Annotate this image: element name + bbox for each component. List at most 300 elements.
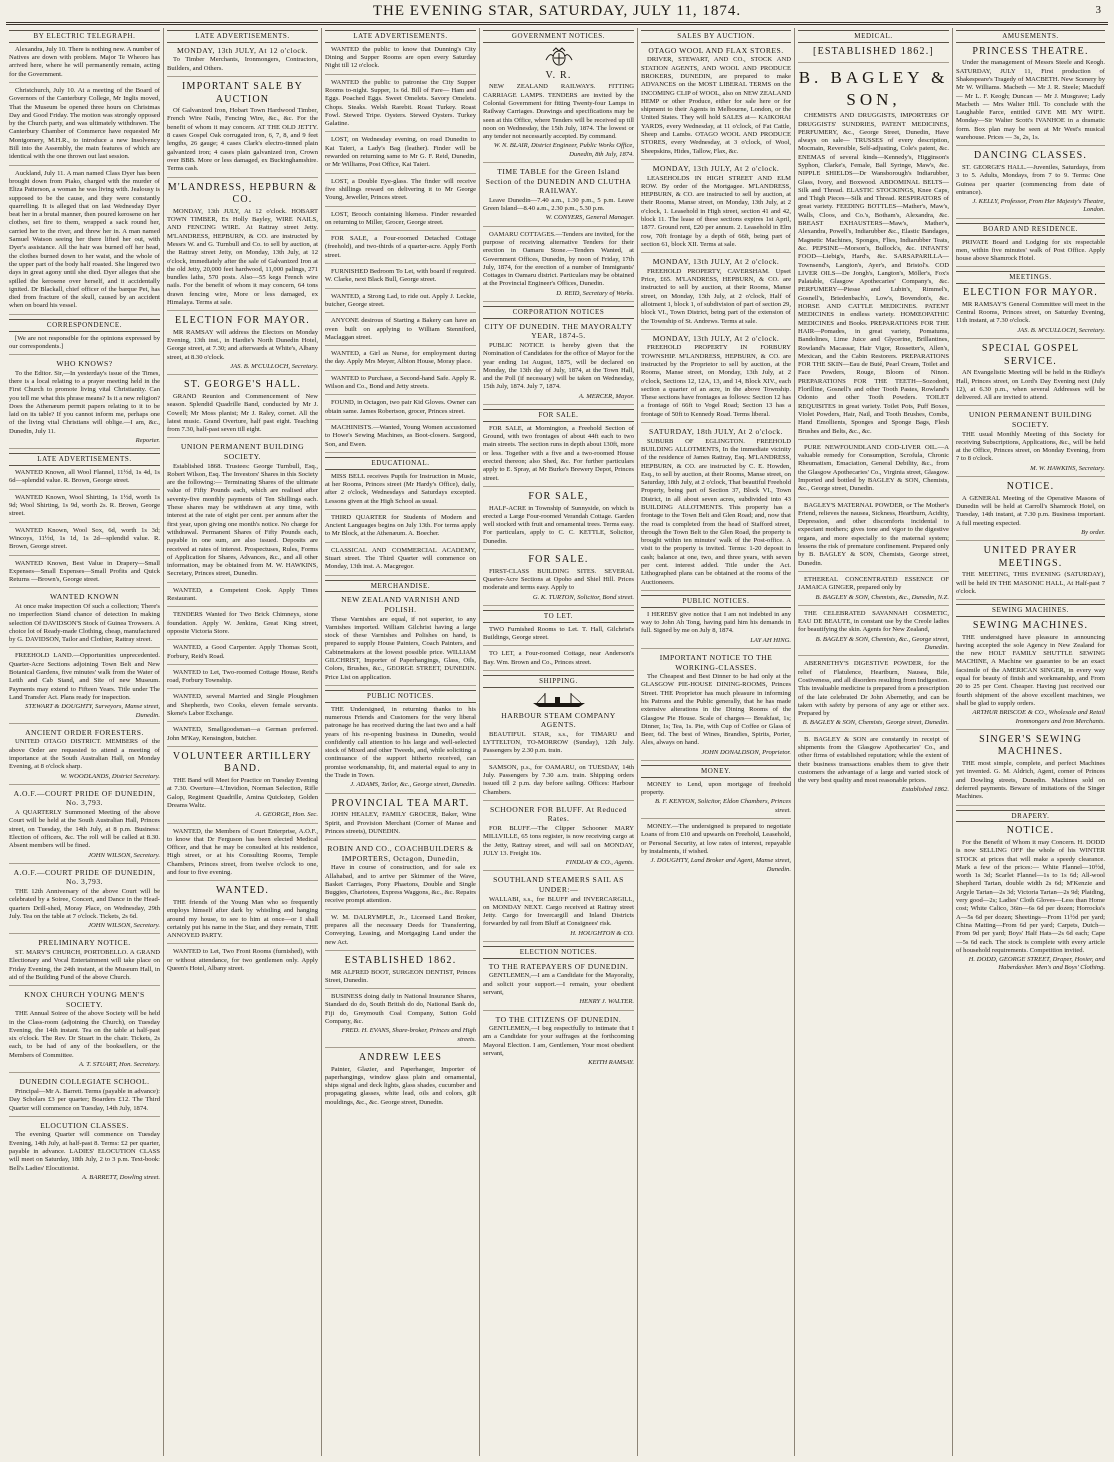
section-heading-government-notices: GOVERNMENT NOTICES. xyxy=(483,30,634,43)
page-number: 3 xyxy=(1095,4,1102,16)
ad-title: PROVINCIAL TEA MART. xyxy=(331,797,470,809)
ad-body: WANTED, a Good Carpenter. Apply Thomas Scott, Forbury, Reid's Road. xyxy=(167,644,318,660)
section-heading-election-notices: ELECTION NOTICES. xyxy=(483,946,634,959)
column-2 xyxy=(163,28,321,1456)
ad-signature: JAS. B. M'CULLOCH, Secretary. xyxy=(1017,326,1105,334)
advertisement xyxy=(167,379,318,438)
advertisement xyxy=(9,527,160,556)
ad-signature: HENRY J. WALTER. xyxy=(579,998,634,1006)
column-3 xyxy=(321,28,479,1456)
ad-title: NOTICE. xyxy=(1006,825,1055,837)
advertisement xyxy=(641,334,791,423)
section-heading-public-notices: PUBLIC NOTICES. xyxy=(641,595,791,608)
ad-signature: LAY AH HING. xyxy=(750,636,791,644)
section-heading-board-and-residence: BOARD AND RESIDENCE. xyxy=(956,223,1105,236)
advertisement xyxy=(167,885,318,944)
ad-body: THE usual Monthly Meeting of this Society for receiving Subscriptions, Applications, &c., will be held at the Office, Princes street, on Monday Evening, from 7 to 8 o'clock. xyxy=(956,430,1105,463)
advertisement xyxy=(9,728,160,785)
ad-body: ST. GEORGE'S HALL.—Juveniles, Saturdays, from 3 to 5. Adults, Mondays, from 7 to 9. Terms: One Guinea per quarter (commencing from date of entrance). xyxy=(956,163,1105,196)
ad-title: HARBOUR STEAM COMPANY AGENTS. xyxy=(501,710,616,730)
ad-title: SATURDAY, 18th JULY, At 2 o'clock. xyxy=(649,427,783,437)
ad-body: WANTED to Let, Two-roomed Cottage House, Reid's road, Forbury Township. xyxy=(167,668,318,685)
ad-title: IMPORTANT NOTICE TO THE WORKING-CLASSES. xyxy=(659,652,773,672)
ad-body: Christchurch, July 10. At a meeting of the Board of Governors of the Canterbury College, Mr Inglis moved, That the Museum be opened three hours on Christmas Day and Good Friday. The motion was strongly opposed by the Church party, and was ultimately withdrawn. The Canterbury Chamber of Commerce have requested Mr Montgomery, M.H.R., to introduce a new Insolvency Bill into the Assembly, the main features of which are identical with the one thrown out last session. xyxy=(9,87,160,161)
advertisement xyxy=(325,798,476,840)
advertisement xyxy=(956,239,1105,268)
ad-body: To the Editor. Sir,—In yesterday's issue of the Times, there is a local relating to a prayer meeting held in the First Church to promote living vital Christianity. Can you tell me what this phrase means? Is it a new religion? Does the Athenæum permit papers relating to it to be laid on its table? If you cannot inform me, perhaps one of the living vital Christians will oblige.—I am, &c., Dunedin, July 11. xyxy=(9,369,160,435)
column-5 xyxy=(637,28,794,1456)
ad-title: ELECTION FOR MAYOR. xyxy=(963,287,1098,299)
ad-body: THE most simple, complete, and perfect Machines yet invented. G. M. Aldrich, Agent, corner of Princes and Dowling streets, Dunedin. Machines sold on deferred payments. Beware of imitations of the Singer Machines. xyxy=(956,760,1105,801)
ad-title: SPECIAL GOSPEL SERVICE. xyxy=(981,343,1080,367)
ad-title: M'LANDRESS, HEPBURN & CO. xyxy=(167,181,318,206)
section-heading-to-let: TO LET. xyxy=(483,610,634,623)
ad-body: CLASSICAL AND COMMERCIAL ACADEMY, Stuart street. The Third Quarter will commence on Monday, 13th inst. A. Macgregor. xyxy=(325,546,476,571)
column-6 xyxy=(794,28,952,1456)
ad-body: FREEHOLD LAND.—Opportunities unprecedented. Quarter-Acre Sections adjoining Town Belt and New Botanical Gardens, five minutes' walk from the Water of Leith and Cab Stand, and Site of new Museum. Payments may extend to Fifteen Years. Title under The Land Transfer Act. Plans ready for inspection. xyxy=(9,652,160,701)
ad-title: A.O.F.—COURT PRIDE OF DUNEDIN, No. 3,793. xyxy=(13,788,156,808)
section-heading-drapery: DRAPERY. xyxy=(956,810,1105,823)
ad-title: KNOX CHURCH YOUNG MEN'S SOCIETY. xyxy=(24,990,145,1009)
ad-title: NOTICE. xyxy=(1006,481,1055,493)
masthead-rule xyxy=(6,22,1108,25)
advertisement xyxy=(325,136,476,173)
ad-title: MONDAY, 13th JULY, At 2 o'clock. xyxy=(652,257,780,267)
ad-title: NEW ZEALAND VARNISH AND POLISH. xyxy=(341,595,460,614)
advertisement xyxy=(641,611,791,649)
ad-body: MISS BELL receives Pupils for Instruction in Music, at her Rooms, Princes street (Mr Hardy's Office), daily, after 2 o'clock, Wednesdays and Saturdays excepted. Lessons given at the High School as usual. xyxy=(325,472,476,505)
section-heading-educational: EDUCATIONAL. xyxy=(325,457,476,470)
ad-signature: B. F. KENYON, Solicitor, Eldon Chambers, Princes street. xyxy=(655,798,791,814)
ad-signature: D. REID, Secretary of Works. xyxy=(556,289,634,297)
advertisement xyxy=(483,805,634,872)
section-heading-late-advertisements: LATE ADVERTISEMENTS. xyxy=(9,453,160,466)
ad-body: MONEY to Lend, upon mortgage of freehold property. xyxy=(641,780,791,797)
advertisement xyxy=(956,734,1105,806)
ad-title: ELOCUTION CLASSES. xyxy=(40,1120,129,1130)
ad-title: FOR SALE. xyxy=(528,554,589,566)
advertisement xyxy=(483,650,634,671)
ad-signature: JOHN WILSON, Secretary. xyxy=(88,922,160,930)
ad-body: A QUARTERLY Summoned Meeting of the above Court will be held at the South Australian Hall, Princes street, on Tuesday, the 14th July, at 8 p.m. Business: Election of officers, &c. The roll will be called at 8.30. Absent members will be fined. xyxy=(9,809,160,850)
section-heading-for-sale: FOR SALE. xyxy=(483,409,634,422)
ad-title: FOR SALE, xyxy=(528,490,589,502)
ad-body: GENTLEMEN,—I am a Candidate for the Mayoralty, and solicit your support.—I remain, your obedient servant, xyxy=(483,972,634,996)
ad-signature: H. DODD, GEORGE STREET, Draper, Hosier, and Haberdasher. Men's and Boys' Clothing. xyxy=(968,956,1105,972)
ad-body: THIRD QUARTER for Students of Modern and Ancient Languages begins on July 13th. For terms apply to Mr Block, at the Athenæum. A. Boecher. xyxy=(325,513,476,538)
advertisement xyxy=(9,990,160,1073)
ad-body: THE Undersigned, in returning thanks to his numerous Friends and Customers for the very liberal patronage he has received during the last two and a half years of his re-opening business in Dunedin, would confidently call attention to his large and well-selected stock of Mixed and other Tweeds, and, while soliciting a continuance of the support hitherto received, can promise workmanship, fit, and material equal to any in the Trade in Town. xyxy=(325,705,476,780)
ad-body: Have in course of construction, and for sale ex Allahabad, and to arrive per Skimmer of the Wave, Basket Carriages, Pony Phaetons, Double and Single Buggies, Chariotees, Express Waggons, &c., &c. Repairs receive prompt attention. xyxy=(325,864,476,905)
ad-body: BAGLEY'S MATERNAL POWDER, or The Mother's Friend, relieves the nausea, Sickness, Heartburn, Acidity, Depression, and other discomforts incidental to expectant mothers; gives tone and vigor to the digestive organs, and more especially to the maternal system; lessens the risk of premature confinement. Prepared only by B. BAGLEY & SON, Chemists, George street, Dunedin. xyxy=(798,501,949,567)
ad-body: THE undersigned have pleasure in announcing having accepted the sole Agency in New Zealand for the new HOLT FAMILY SHUTTLE SEWING MACHINE, A Machine we guarantee to be an exact facsimile of the AMERICAN SINGER, in every way equal for beauty of finish and workmanship, and From 20 to 25 per Cent. Cheaper. Having just received our fourth shipment of the above excellent machines, we shall be glad to supply orders. xyxy=(956,633,1105,707)
advertisement xyxy=(9,494,160,523)
advertisement xyxy=(483,491,634,550)
ad-body: WANTED, a Competent Cook. Apply Times Restaurant. xyxy=(167,586,318,603)
section-heading-late-advertisements: LATE ADVERTISEMENTS. xyxy=(167,30,318,43)
ad-body: B. BAGLEY & SON are constantly in receipt of shipments from the Glasgow Apothecaries' Co., and other firms of established reputation; while the extent of their business transactions enables them to give their customers the advantage of a large and varied stock of the very best quality and most reasonable prices. xyxy=(798,735,949,785)
advertisement xyxy=(641,427,791,591)
advertisement xyxy=(325,317,476,346)
ad-title: CITY OF DUNEDIN. THE MAYORALTY YEAR, 1874-5. xyxy=(484,321,633,341)
ad-signature: STEWART & DOUGHTY, Surveyors, Manse street, Dunedin. xyxy=(25,703,160,719)
ad-body: THE Annual Soiree of the above Society will be held in the Class-room (adjoining the Church), on Tuesday Evening, the 14th instant. Tea on the table at half-past six o'clock. The Rev. Dr Stuart in the chair. Tickets, 2s each, to be had of any of the booksellers, or the Members of Committee. xyxy=(9,1010,160,1059)
ad-body: TO LET, a Four-roomed Cottage, near Anderson's Bay. Wm. Brown and Co., Princes street. xyxy=(483,650,634,666)
ad-body: THE Band will Meet for Practice on Tuesday Evening at 7.30. Overture—L'Invidion, Norman Selection, Rifle Galop, Regiment Quadrille, Amina Quickstep, Golden Dreams Waltz. xyxy=(167,777,318,809)
advertisement xyxy=(956,545,1105,600)
ad-title: SOUTHLAND STEAMERS SAIL AS UNDER:— xyxy=(493,875,624,894)
ad-body: WANTED, Smallgoodsman—a German preferred. John M'Kay, Kensington, butcher. xyxy=(167,726,318,742)
advertisement xyxy=(956,481,1105,541)
ad-signature: G. K. TURTON, Solicitor, Bond street. xyxy=(532,593,634,601)
ad-title: TIME TABLE for the Green Island Section of the DUNEDIN AND CLUTHA RAILWAY. xyxy=(485,167,632,196)
ad-body: FOUND, in Octagon, two pair Kid Gloves. Owner can obtain same. James Robertson, grocer, Princes street. xyxy=(325,399,476,415)
ad-title: DANCING CLASSES. xyxy=(973,150,1088,162)
section-heading-meetings: MEETINGS. xyxy=(956,271,1105,284)
ad-body: NEW ZEALAND RAILWAYS. FITTING CARRIAGE LAMPS. TENDERS are invited by the Colonial Government for fitting Twenty-four Lamps in Railway Carriages. Drawings and specifications may be seen at this Office, where Tenders will be received up till noon on Wednesday, the 15th July, 1874. The lowest or any tender not necessarily accepted. By command. xyxy=(483,83,634,141)
ad-body: These Varnishes are equal, if not superior, to any Varnishes imported. William Gilchrist having a large stock of these Varnishes and Polishes on hand, is prepared to supply House Painters, Coach Painters, and Cabinetmakers at the lowest possible price. WILLIAM GILCHRIST, Importer of Paperhangings, Glass, Oils, Colors, Brushes, &c., GEORGE STREET, DUNEDIN. Price List on application. xyxy=(325,615,476,681)
ad-title: ROBIN AND CO., COACHBUILDERS & IMPORTERS, Octagon, Dunedin, xyxy=(327,844,474,863)
advertisement xyxy=(956,46,1105,147)
advertisement xyxy=(325,268,476,289)
ad-body: WANTED to Let, Two Front Rooms (furnished), with or without attendance, for two gentlemen only. Apply Queen's Hotel, Albany street. xyxy=(167,948,318,972)
ad-title: SCHOONER FOR BLUFF. At Reduced Rates. xyxy=(490,804,627,824)
ad-body: ST. MARY'S CHURCH, PORTOBELLO. A GRAND Electionary and Vocal Entertainment will take place on Friday Evening, the 24th instant, at the Museum Hall, in aid of the Building Fund of the above Church. xyxy=(9,948,160,981)
ad-body: UNITED OTAGO DISTRICT. MEMBERS of the above Order are requested to attend a meeting of importance at the South Australian Hall, on Monday Evening, at 8 o'clock sharp. xyxy=(9,738,160,771)
advertisement xyxy=(9,789,160,864)
ad-title: A.O.F.—COURT PRIDE OF DUNEDIN, No. 3,793. xyxy=(13,867,156,887)
advertisement xyxy=(641,257,791,330)
advertisement xyxy=(9,1077,160,1116)
ad-signature: Reporter. xyxy=(135,437,160,445)
advertisement xyxy=(325,595,476,686)
ad-signature: JOHN DONALDSON, Proprietor. xyxy=(701,748,791,756)
ad-body: THE 12th Anniversary of the above Court will be celebrated by a Soiree, Concert, and Dance in the Head-quarters Drill-shed, Moray Place, on Wednesday, 29th July. Tea on the table at 7 o'clock. Tickets, 2s 6d. xyxy=(9,887,160,920)
ad-signature: H. HOUGHTON & CO. xyxy=(570,929,634,937)
section-heading-medical: MEDICAL. xyxy=(798,30,949,43)
advertisement xyxy=(167,948,318,976)
advertisement xyxy=(798,660,949,731)
ad-body: HALF-ACRE in Township of Sunnyside, on which is erected a Large Four-roomed Verandah Cottage. Garden well stocked with fruit and ornamental trees. Terms easy. For particulars, apply to C. C. KETTLE, Solicitor, Dunedin. xyxy=(483,504,634,545)
ad-signature: J. DOUGHTY, Land Broker and Agent, Manse street, Dunedin. xyxy=(650,857,791,873)
royal-crest-icon xyxy=(483,46,634,68)
ad-signature: A. T. STUART, Hon. Secretary. xyxy=(78,1061,160,1069)
ad-body: SUBURB OF EGLINGTON. FREEHOLD BUILDING ALLOTMENTS, In the immediate vicinity of the residence of James Rattray, Esq. M'LANDRESS, HEPBURN, & CO. are instructed by C. E. Howden, Esq., to sell by auction, at their Rooms, Manse street, on Saturday, 18th July, at 2 o'clock, That beautiful Freehold Property, being part of Section 37, Block VI., Town District, in all about seven acres, subdivided into 43 BUILDING ALLOTMENTS. This property has a frontage to the Town Belt and Glen Road; and, now that the road is completed from the head of Stafford street, through the Town Belt to the Glen Road, the property is brought within ten minutes' walk of the Post-office. A visit to the property is invited. Terms: 1-20 deposit in cash; balance at one, two, and three years, with seven per cent. interest added. Title under the Act. Lithographed plans can be obtained at the rooms of the Auctioneers. xyxy=(641,437,791,586)
ad-body: A GENERAL Meeting of the Operative Masons of Dunedin will be held at Carroll's Shamrock Hotel, on Tuesday, 14th instant, at 7.30 p.m. Business important. A full meeting expected. xyxy=(956,494,1105,527)
ad-body: LOST, on Wednesday evening, on road Dunedin to Kai Taieri, a Lady's Bag (leather). Finder will be rewarded on returning same to Mr G. F. Reid, Dunedin, or Mr Williams, Post Office, Kai Taieri. xyxy=(325,136,476,169)
advertisement xyxy=(167,182,318,312)
advertisement xyxy=(483,425,634,487)
ad-body: ABERNETHY'S DIGESTIVE POWDER, for the relief of Flatulence, Heartburn, Nausea, Bile, Costiveness, and all disorders resulting from Indigestion. This invaluable medicine is prepared from a prescription of the late celebrated Dr John Abernethy, and can be taken with safety by persons of any age or either sex. Prepared by xyxy=(798,660,949,718)
ad-title: ESTABLISHED 1862. xyxy=(344,954,457,966)
column-1 xyxy=(6,28,163,1456)
advertisement xyxy=(325,79,476,133)
advertisement xyxy=(641,781,791,819)
advertisement xyxy=(9,335,160,356)
ad-body: W. M. DALRYMPLE, Jr., Licensed Land Broker, prepares all the necessary Deeds for Transferring, Conveying, Leasing, and Mortgaging Land under the new Act. xyxy=(325,913,476,946)
ad-signature: J. ADAMS, Tailor, &c., George street, Dunedin. xyxy=(350,781,476,789)
advertisement xyxy=(167,587,318,608)
ad-title: OTAGO WOOL AND FLAX STORES. xyxy=(648,45,784,55)
advertisement xyxy=(798,67,949,439)
ad-title: TO THE CITIZENS OF DUNEDIN. xyxy=(495,1014,622,1024)
ad-body: At once make inspection Of such a collection; There's no imperfection Stand chance of detection In making selection Of DAVIDSON'S Stock of Guinea Trowsers. A choice lot of Ready-made Clothing, cheap, manufactured by G. DAVIDSON, Tailor and Clothier, Rattray street. xyxy=(9,603,160,644)
ad-title: MONDAY, 13th JULY, At 2 o'clock. xyxy=(652,163,780,173)
ad-title: SINGER'S SEWING MACHINES. xyxy=(979,733,1082,758)
ad-body: MONEY.—The undersigned is prepared to negotiate Loans of from £10 and upwards on Freehold, Leasehold, or Personal Security, at low rates of interest, repayable by instalments, if wished. xyxy=(641,823,791,855)
ad-body: MONDAY, 13th JULY, At 12 o'clock. HOBART TOWN TIMBER, Ex Holly Bayley, WIRE NAILS, AND FENCING WIRE. At Rattray street Jetty. M'LANDRESS, HEPBURN, & CO. are instructed by Messrs W. and G. Turnbull and Co. to sell by auction, at the Rattray street Jetty, on Monday, 13th July, at 12 o'clock, immediately after the sale of Galvanized Iron at the old Jetty, 20,000 feet hardwood, 11,000 palings, 271 bundles laths, 570 posts. Also—55 kegs French wire nails. For the benefit of whom it may concern, 64 tons drawn fencing wire, More or less damaged, ex Himalaya. Terms at sale. xyxy=(167,207,318,306)
ad-title: [ESTABLISHED 1862.] xyxy=(813,45,934,57)
ad-title: ST. GEORGE'S HALL. xyxy=(183,379,302,391)
ad-body: LEASEHOLDS IN HIGH STREET AND ELM ROW. By order of the Mortgagee. M'LANDRESS, HEPBURN, & CO. are instructed to sell by auction, at their Rooms, Manse street, on Monday, 13th July, at 2 o'clock, 1. Leasehold in High street, section 41 and 42, block 11. The lease of these sections expires 1st April, 1877. Ground rent, £20 per annum. 2. Leasehold in Elm row, 70ft frontage by a depth of 66ft, being part of section 61, block XII. Terms at sale. xyxy=(641,174,791,248)
ad-body: Established 1868. Trustees: George Turnbull, Esq., Robert Wilson, Esq. The Investors' Shares in this Society are the following:— Terminating Shares of the ultimate value of Fifty Pounds each, which are realised after seventy-five monthly payments of Ten Shillings each. These shares may be withdrawn at any time, with interest at the rate of eight per cent. per annum after the first year, upon giving one month's notice. No charge for withdrawal. Permanent Shares of Fifty Pounds each, payable in one sum, are also issued. Deposits are received at rates of interest. Prospectuses, Rules, Forms of Application for Shares, Advances, &c., and all other information, may be obtained from M. W. HAWKINS, Secretary, Princes street, Dunedin. xyxy=(167,462,318,578)
ad-signature: ARTHUR BRISCOE & CO., Wholesale and Retail Ironmongers and Iron Merchants. xyxy=(972,709,1105,725)
advertisement xyxy=(483,626,634,647)
advertisement xyxy=(641,823,791,877)
advertisement xyxy=(325,844,476,910)
ad-signature: B. BAGLEY & SON, Chemists, &c., George street, Dunedin. xyxy=(815,635,949,652)
ad-signature: B. BAGLEY & SON, Chemists, &c., Dunedin, N.Z. xyxy=(815,593,949,601)
ad-body: WANTED the public to know that Dunning's City Dining and Supper Rooms are open every Saturday Night till 12 o'clock. xyxy=(325,45,476,70)
ad-title: B. BAGLEY & SON, xyxy=(798,68,949,109)
advertisement xyxy=(325,178,476,207)
ad-signature: A. BARRETT, Dowling street. xyxy=(81,1173,160,1181)
advertisement xyxy=(483,322,634,405)
ad-body: Alexandra, July 10. There is nothing new. A number of Natives are down with problem. Major Te Wheoro has arrived here, where he will permanently remain, acting for the Government. xyxy=(9,45,160,78)
advertisement xyxy=(641,653,791,761)
ad-body: TENDERS Wanted for Two Brick Chimneys, stone foundation. Apply W. Jenkins, Great King street, opposite Victoria Store. xyxy=(167,611,318,635)
ad-signature: W. CONYERS, General Manager. xyxy=(545,214,634,222)
section-heading-money: MONEY. xyxy=(641,765,791,778)
advertisement xyxy=(325,547,476,576)
ad-title: PRINCESS THEATRE. xyxy=(972,45,1089,57)
advertisement xyxy=(9,592,160,648)
ad-body: WANTED, a Girl as Nurse, for employment during the day. Apply Mrs Meyer, Albion House, Moray place. xyxy=(325,350,476,366)
ad-body: Under the management of Messrs Steele and Keogh. SATURDAY, JULY 11, First production of Shakespeare's Tragedy of MACBETH. New Scenery by Mr W. Williams. Macbeth — Mr J. R. Steele; Macduff — Mr L. F. Keogh; Duncan — Mr J. Musgrave; Lady Macbeth — Mrs Walter Hill. To conclude with the Laughable Farce, entitled GIVE ME MY WIFE. Monday—Sir Walter Scott's IVANHOE in a dramatic form. Box plan may be seen at Mr West's musical warehouse. Prices — 3s, 2s, 1s. xyxy=(956,59,1105,142)
ad-body: LOST, a Double Eye-glass. The finder will receive five shillings reward on delivering it to Mr George Young, Jeweller, Princes street. xyxy=(325,177,476,202)
ad-signature: By order. xyxy=(1081,528,1105,536)
ad-body: JOHN HEALEY, FAMILY GROCER, Baker, Wine Spirit, and Provision Merchant (Corner of Manse and Princes streets), DUNEDIN. xyxy=(325,811,476,835)
ad-body: FOR SALE, a Four-roomed Detached Cottage (freehold), and two-thirds of a quarter-acre. Apply Forth street. xyxy=(325,235,476,259)
advertisement xyxy=(325,375,476,396)
ad-body: PURE NEWFOUNDLAND COD-LIVER OIL.—A valuable remedy for Consumption, Scrofula, Chronic Rheumatism, Emaciation, General Debility, &c., from the Glasgow Apothecaries' Co., Virginia street, Glasgow. Imported and bottled by BAGLEY & SON, Chemists, &c., George street, Dunedin. xyxy=(798,443,949,493)
ad-body: TWO Furnished Rooms to Let. T. Hall, Gilchrist's Buildings, George street. xyxy=(483,625,634,641)
section-heading-by-electric-telegraph: BY ELECTRIC TELEGRAPH. xyxy=(9,30,160,43)
ad-title: ELECTION FOR MAYOR. xyxy=(175,315,310,327)
ad-title: MONDAY, 13th JULY, At 2 o'clock. xyxy=(652,333,780,343)
advertisement xyxy=(483,554,634,606)
advertisement xyxy=(167,315,318,375)
advertisement xyxy=(167,751,318,824)
advertisement xyxy=(325,293,476,314)
advertisement xyxy=(483,167,634,227)
advertisement xyxy=(325,914,476,951)
section-heading-merchandise: MERCHANDISE. xyxy=(325,580,476,593)
column-7 xyxy=(952,28,1108,1456)
advertisement xyxy=(325,1052,476,1110)
ad-body: MR RAMSAY'S General Committee will meet in the Central Rooms, Princes street, on Saturday Evening, 11th instant, at 7.30 o'clock. xyxy=(956,300,1105,325)
ad-body: WALLABI, s.s., for BLUFF and INVERCARGILL, on MONDAY NEXT. Cargo received at Rattray street Jetty. Cargo for Invercargill and Inland Districts forwarded by rail from Bluff at Consignees' risk. xyxy=(483,895,634,928)
ad-body: LOST, Brooch containing likeness. Finder rewarded on returning to Miller, Grocer, George street. xyxy=(325,210,476,226)
ad-body: THE friends of the Young Man who so frequently employs himself after dark by whistling and hanging around my house, to see to him at once—or I shall certainly put his name in the Star, and they remain, THE ANNOYED PARTY. xyxy=(167,898,318,940)
advertisement xyxy=(325,399,476,420)
advertisement xyxy=(483,875,634,942)
advertisement xyxy=(956,343,1105,406)
advertisement xyxy=(325,424,476,453)
ad-body: The Cheapest and Best Dinner to be had only at the GLASGOW PIE-HOUSE DINING-ROOMS, Princes Street. THE Proprietor has much pleasure in informing his Patrons and the Public generally, that he has made extensive alterations in the Dining Rooms of the Glasgow Pie House. Scale of charges— Breakfast, 1s; Dinner, 1s; Tea, 1s. Pie, with Cup of Coffee or Glass of Beer, 6d. The best of Wines, Brandies, Spirits, Porter, Ales, always on hand. xyxy=(641,673,791,747)
advertisement xyxy=(641,46,791,160)
advertisement xyxy=(798,502,949,572)
ad-body: WANTED Known, Best Value in Drapery—Small Expenses—Small Expenses—Small Profits and Quick Returns —Brown's, George street. xyxy=(9,559,160,584)
advertisement xyxy=(325,46,476,75)
ad-body: PUBLIC NOTICE is hereby given that the Nomination of Candidates for the office of Mayor for the year ending 1st August, 1875, will be declared on Monday, the 13th day of July, 1874, at the Town Hall, and the Poll (if necessary) will be taken on Wednesday, 15th July, 1874. July 7, 1874. xyxy=(483,341,634,391)
ad-title: ANCIENT ORDER FORESTERS. xyxy=(25,727,144,737)
ad-body: Leave Dunedin—7.40 a.m., 1.30 p.m., 5 p.m. Leave Green Island—8.40 a.m., 2.30 p.m., 5.30 p.m. xyxy=(483,196,634,213)
advertisement xyxy=(641,164,791,253)
advertisement xyxy=(483,764,634,801)
advertisement xyxy=(167,611,318,640)
ad-signature: FRED. H. EVANS, Share-broker, Princes and High streets. xyxy=(341,1027,476,1043)
steamship-icon xyxy=(483,691,634,709)
ad-signature: B. BAGLEY & SON, Chemists, George street, Dunedin. xyxy=(802,719,949,727)
advertisement xyxy=(483,1015,634,1071)
advertisement xyxy=(325,993,476,1048)
ad-signature: M. W. HAWKINS, Secretary. xyxy=(1030,464,1105,472)
ad-signature: Established 1862. xyxy=(901,786,949,794)
ad-title: WHO KNOWS? xyxy=(56,359,113,369)
ad-signature: W. WOODLANDS, District Secretary. xyxy=(60,772,160,780)
advertisement xyxy=(9,868,160,935)
ad-title: IMPORTANT SALE BY AUCTION xyxy=(181,80,304,105)
ad-body: WANTED Known, Wool Shirting, 1s 1½d, worth 1s 9d; Wool Shirting, 1s 9d, worth 2s. R. Brown, George street. xyxy=(9,493,160,518)
advertisement xyxy=(956,410,1105,477)
advertisement xyxy=(9,87,160,166)
column-4 xyxy=(479,28,637,1456)
advertisement xyxy=(9,469,160,490)
ad-body: SAMSON, p.s., for OAMARU, on TUESDAY, 14th July. Passengers by 7.30 a.m. train. Shipping orders issued till 2 p.m. day before sailing. Offices: Harbour Chambers. xyxy=(483,763,634,796)
ad-body: WANTED Known, all Wool Flannel, 11½d, 1s 4d, 1s 6d—splendid value. R. Brown, George street. xyxy=(9,469,160,485)
advertisement xyxy=(167,644,318,665)
ad-body: DRIVER, STEWART, AND CO., STOCK AND STATION AGENTS, AND WOOL AND PRODUCE BROKERS, DUNEDIN, are prepared to make ADVANCES on the MOST LIBERAL TERMS on the INCOMING CLIP of WOOL, also on NEW ZEALAND HEMP or other Produce, either for sale here or for shipment to their Agents in Melbourne, London, or the United States. They will hold SALES at— KAIKORAI YARDS, every Wednesday, at 11 o'clock, of Fat Cattle, Sheep and Lambs. OTAGO WOOL AND PRODUCE STORES, every Wednesday, at 3 o'clock, of Wool, Sheepskins, Hides, Tallow, Flax, &c. xyxy=(641,56,791,155)
ad-body: WANTED Known, Wool Sox, 6d, worth 1s 3d; Wincoys, 11½d, 1s 1d, 1s 2d—splendid value. R. Brown, George street. xyxy=(9,526,160,551)
advertisement xyxy=(9,170,160,315)
ad-body: WANTED the public to patronise the City Supper Rooms to-night. Supper, 1s 6d. Bill of Fare— Ham and Eggs. Poached Eggs. Sweet Omelets. Savory Omelets. Chops. Steaks. Welsh Rarebit. Roast Turkey. Roast Fowl. Stewed Tripe. Oysters. Stewed Oysters. Turkey Galatine. xyxy=(325,78,476,128)
advertisement xyxy=(9,1121,160,1185)
ad-body: BEAUTIFUL STAR, s.s., for TIMARU and LYTTELTON, TO-MORROW (Sunday), 12th July. Passengers by 2.30 p.m. train. xyxy=(483,730,634,755)
advertisement xyxy=(956,620,1105,730)
ad-title: UNION PERMANENT BUILDING SOCIETY. xyxy=(968,410,1093,429)
advertisement xyxy=(483,46,634,163)
newspaper-title: THE EVENING STAR, SATURDAY, JULY 11, 1874. xyxy=(372,3,742,19)
ad-body: To Timber Merchants, Ironmongers, Contractors, Builders, and Others. xyxy=(167,56,318,72)
ad-body: ETHEREAL CONCENTRATED ESSENCE OF JAMAICA GINGER, prepared only by xyxy=(798,575,949,592)
ad-signature: JAS. B. M'CULLOCH, Secretary. xyxy=(230,363,318,371)
advertisement xyxy=(798,444,949,498)
section-heading-public-notices: PUBLIC NOTICES. xyxy=(325,690,476,703)
section-heading-correspondence: CORRESPONDENCE. xyxy=(9,319,160,332)
ad-title: VOLUNTEER ARTILLERY BAND. xyxy=(172,750,313,775)
ad-body: FIRST-CLASS BUILDING SITES. SEVERAL Quarter-Acre Sections at Opoho and Shiel Hill. Prices moderate and terms easy. Apply to xyxy=(483,567,634,592)
section-heading-late-advertisements: LATE ADVERTISEMENTS. xyxy=(325,30,476,43)
ad-body: Of Galvanized Iron, Hobart Town Hardwood Timber, French Wire Nails, Fencing Wire, &c., &c. For the benefit of whom it may concern. AT THE OLD JETTY. 8 cases Gospel Oak corrugated iron, 6, 7, 8, and 9 feet lengths, 26 gauge; 4 cases Clark's electro-tinned plain galvanized iron; 4 cases plain galvanized iron, Crown over BBB. More or less damaged, ex Buckinghamshire. Terms cash. xyxy=(167,107,318,173)
ad-body: GENTLEMEN,—I beg respectfully to intimate that I am a Candidate for your suffrages at the forthcoming Mayoral Election. I am, Gentlemen, Your most obedient servant, xyxy=(483,1025,634,1058)
section-heading-amusements: AMUSEMENTS. xyxy=(956,30,1105,43)
ad-body: THE CELEBRATED SAVANNAH COSMETIC, EAU DE BEAUTE, in constant use by the Creole ladies for beautifying the skin. Agents for New Zealand, xyxy=(798,609,949,634)
ad-body: For the Benefit of Whom it may Concern. H. DODD is now SELLING OFF the whole of his WINTER STOCK at prices that will make a speedy clearance. Mark a few of the prices:— White Flannel—10½d, worth 1s 3d; Scarlet Flannel—1s to 1s 6d; All-wool Shepherd Tartan, double width 2s 6d; M'Kenzie and Argyle Tartan—2s 3d; Victoria Tartan—2s 9d; Plaiding, very good—2s; Ladies' Cloth Gloves—Less than Home cost; White Calico, 36in—6s 6d per dozen; Horrocks's A—5s 6d per dozen; Sheetings—From 11½d per yard; China Matting—From 6d per yard; Carpets, Dutch—From 9d per yard; Boys' Half Hats—2s 6d each; Cape—5s 6d each. The stock is complete with every article of household requirements. Competition invited. xyxy=(956,838,1105,954)
ad-signature: J. KELLY, Professor, From Her Majesty's Theatre, London. xyxy=(972,198,1105,214)
ad-title: UNITED PRAYER MEETINGS. xyxy=(983,545,1078,569)
advertisement xyxy=(325,211,476,232)
section-heading-shipping: SHIPPING. xyxy=(483,675,634,688)
ad-title: WANTED. xyxy=(215,885,270,897)
ad-body: FOR SALE, at Mornington, a Freehold Section of Ground, with two frontages of about 44ft each to two main streets. The section runs in depth about 130ft, more or less. Together with a five and a two-roomed House erected thereon; also Shed, &c. For further particulars apply to E. Spray, at Mr Burke's Brewery Depot, Princes street. xyxy=(483,424,634,482)
ad-body: ANYONE desirous of Starting a Bakery can have an oven built on applying to William Stenniford, Maclaggan street. xyxy=(325,317,476,341)
ad-title: V. R. xyxy=(545,69,572,81)
section-heading-sewing-machines: SEWING MACHINES. xyxy=(956,604,1105,617)
advertisement xyxy=(9,652,160,723)
advertisement xyxy=(167,81,318,178)
ad-signature: JOHN WILSON, Secretary. xyxy=(88,851,160,859)
ad-body: MACHINISTS.—Wanted, Young Women accustomed to Howe's Sewing Machines, as Boot-closers. Sargood, Son, and Ewen. xyxy=(325,423,476,448)
advertisement xyxy=(167,726,318,747)
ad-title: ANDREW LEES xyxy=(358,1051,443,1063)
ad-body: The evening Quarter will commence on Tuesday Evening, 14th July, at half-past 8. Terms: £2 per quarter, payable in advance. LADIES' ELOCUTION CLASS will meet on Saturday, 18th July, 2 to 3 p.m. Text-book: Bell's Ladies' Elocutionist. xyxy=(9,1131,160,1172)
advertisement xyxy=(483,962,634,1011)
section-heading-corporation-notices: CORPORATION NOTICES xyxy=(483,306,634,319)
advertisement xyxy=(167,693,318,722)
ad-signature: A. MERCER, Mayor. xyxy=(578,392,634,400)
ad-body: PRIVATE Board and Lodging for six respectable men, within five minutes' walk of Post Office. Apply house above Shamrock Hotel. xyxy=(956,238,1105,263)
ad-title: DUNEDIN COLLEGIATE SCHOOL. xyxy=(19,1077,150,1087)
advertisement xyxy=(956,825,1105,975)
ad-body: Principal—Mr A. Barrett. Terms (payable in advance): Day Scholars £3 per quarter; Boarders £12. The Third Quarter will commence on Tuesday, 14th July, 1874. xyxy=(9,1087,160,1112)
advertisement xyxy=(9,46,160,83)
ad-body: THE MEETING, THIS EVENING (SATURDAY), will be held IN THE MASONIC HALL, At Half-past 7 o'clock. xyxy=(956,571,1105,595)
ad-body: I HEREBY give notice that I am not indebted in any way to John Ah Tong, having paid him his demands in full. Signed by me on July 8, 1874. xyxy=(641,610,791,635)
ad-body: GRAND Reunion and Commencement of New season. Splendid Quadrille Band, conducted by Mr J. Cowell; Mr Moss planist; Mr J. Raley, cornet. All the latest music. Grand Overture, half past eight. Teaching from 7.30, half-past seven till eight. xyxy=(167,392,318,434)
advertisement xyxy=(9,938,160,986)
advertisement xyxy=(483,691,634,760)
ad-body: FURNISHED Bedroom To Let, with board if required. W. Clarke, next Black Bull, George street. xyxy=(325,268,476,284)
ad-body: FOR BLUFF.—The Clipper Schooner MARY MILLVILLE, 65 tons register, is now receiving cargo at the Jetty, Rattray street, and will sail on MONDAY, JULY 13. Freight 10s. xyxy=(483,824,634,857)
advertisement xyxy=(798,736,949,798)
advertisement xyxy=(325,514,476,543)
masthead xyxy=(0,0,1114,22)
ad-title: UNION PERMANENT BUILDING SOCIETY. xyxy=(180,442,305,461)
ad-body: Auckland, July 11. A man named Class Dyer has been brought down from Piako, charged with the murder of Eliza Patterson, a woman he was living with. Jealousy is supposed to be the cause, and they were constantly quarrelling. It is alleged that on last Wednesday Dyer beat her in a brutal manner, then poured kerosene on her clothes, set fire to them, wrapped a sack round her, carried her to the river, and threw her in. A man named Samuel Watson seeing her there lifted her out, with Dyer's assistance. All the hair was burned off her head, the clothes burned down to her waist, and the whole of the upper part of the body half roasted. She lingered two days in great agony until she died. Dyer alleges that she spilled the kerosene over herself, and it accidentally ignited. Dr Blackall, chief officer of the barque Pet, has died from fracture of the skull, caused by an accident when on board his vessel. xyxy=(9,169,160,310)
ad-body: OAMARU COTTAGES.—Tenders are invited, for the purpose of receiving alternative Tenders for their erection in Oamaru Stone.—Tenders Wanted, at Government Offices, Dunedin, by noon of Friday, 17th July, 1874, for the erection of a number of Immigrants' Cottages in Oamaru district. Particulars may be obtained at the Provincial Engineer's Offices, Dunedin. xyxy=(483,230,634,288)
ad-title: MONDAY, 13th JULY, At 12 o'clock. xyxy=(177,45,308,55)
advertisement xyxy=(167,46,318,77)
advertisement xyxy=(167,669,318,690)
advertisement xyxy=(325,955,476,989)
ad-body: Painter, Glazier, and Paperhanger, Importer of paperhangings, window glass plain and ornamental, ships signal and deck lights, glass shades, cucumber and propagating glasses, white lead, oils and colors, gilt mouldings, &c., &c. George street, Dunedin. xyxy=(325,1065,476,1106)
ad-signature: FINDLAY & CO., Agents. xyxy=(565,859,634,867)
ad-title: PRELIMINARY NOTICE. xyxy=(38,938,131,948)
section-heading-sales-by-auction: SALES BY AUCTION. xyxy=(641,30,791,43)
ad-body: FREEHOLD PROPERTY IN FORBURY TOWNSHIP. M'LANDRESS, HEPBURN, & CO. are instructed by the Proprietor to sell by auction, at the Rooms, Manse street, on Monday, 13th July, at 2 o'clock, Sections 12, 12A, 13, and 14, Block XIV., each section a quarter of an acre, in the above Township. These sections have frontages as follows: Section 12 has a frontage of 66ft to Vogel Road; Section 13 has a frontage of 50ft to Kennedy Road. Terms liberal. xyxy=(641,344,791,418)
ad-body: FREEHOLD PROPERTY, CAVERSHAM. Upset Price, £65. M'LANDRESS, HEPBURN, & CO. are instructed to sell by auction, at their Rooms, Manse street, on Monday, 13th July, at 2 o'clock, Half of allotment 1, block 1, of subdivision of part of section 29, block VI., Town District, being part of the extension of the Township of St. Andrews. Terms at sale. xyxy=(641,267,791,325)
advertisement xyxy=(956,150,1105,218)
advertisement xyxy=(167,828,318,882)
advertisement xyxy=(956,287,1105,339)
ad-body: MR ALFRED BOOT, SURGEON DENTIST, Princes Street, Dunedin. xyxy=(325,968,476,984)
ad-title: TO THE RATEPAYERS OF DUNEDIN. xyxy=(488,961,629,971)
advertisement xyxy=(798,576,949,606)
advertisement xyxy=(325,235,476,264)
advertisement xyxy=(798,610,949,656)
ad-body: WANTED to Purchase, a Second-hand Safe. Apply R. Wilson and Co., Bond and Jetty streets. xyxy=(325,374,476,391)
